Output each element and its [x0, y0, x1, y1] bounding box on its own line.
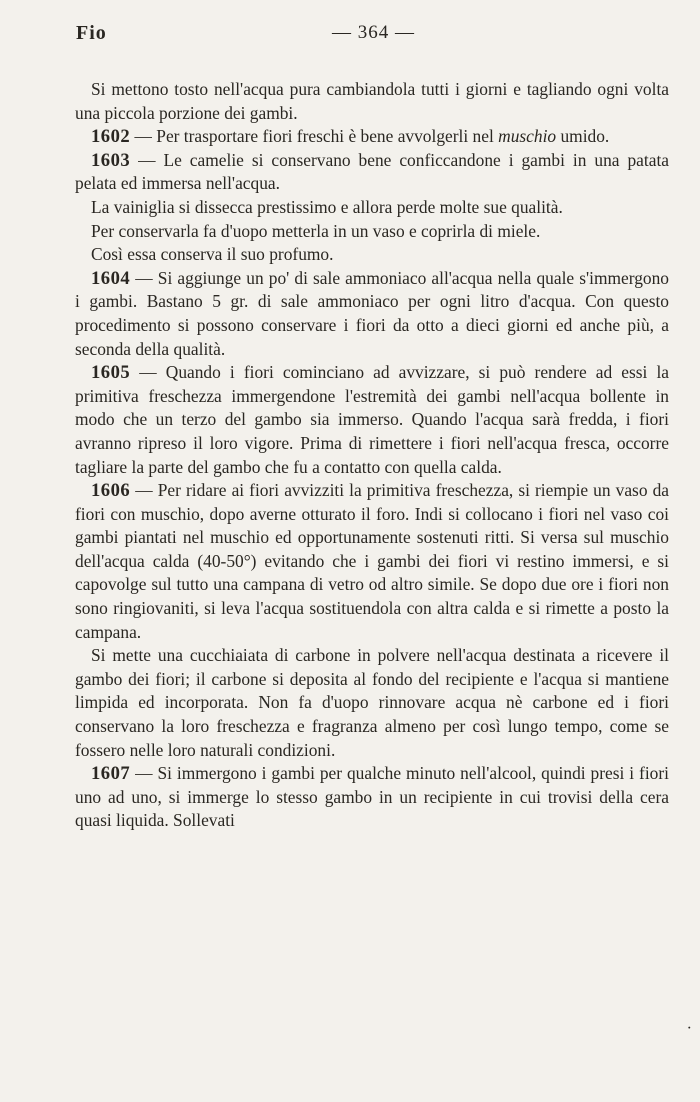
numbered-paragraph-1607: 1607 — Si immergono i gambi per qualche minuto nell'alcool, quindi presi i fiori uno ad uno, si immerge lo stesso gambo in un recipiente in cui trovisi della cera quasi liquida. Sollevati [75, 763, 669, 831]
paragraph: Si mettono tosto nell'acqua pura cambiandola tutti i giorni e tagliando ogni volta una piccola porzione dei gambi. [75, 79, 669, 123]
numbered-paragraph-1606: 1606 — Per ridare ai fiori avvizziti la primitiva freschezza, si riempie un vaso da fiori con muschio, dopo averne otturato il foro. Indi si collocano i fiori nel vaso coi gambi piantati nel muschio ed opportunamente sostenuti ritti. Si versa sul muschio dell'acqua calda (40-50°) evitando che i gambi dei fiori vi restino immersi, e si capovolge sul tutto una campana di vetro od altro simile. Se dopo due ore i fiori non sono ringiovaniti, si leva l'acqua sostituendola con altra calda e si rimette a posto la campana. [75, 480, 669, 642]
running-head: Fio [76, 22, 107, 44]
paragraph: La vainiglia si dissecca prestissimo e allora perde molte sue qualità. [91, 196, 563, 217]
margin-mark: · [686, 1020, 692, 1037]
paragraph: Per conservarla fa d'uopo metterla in un vaso e coprirla di miele. [91, 220, 541, 241]
numbered-paragraph-1605: 1605 — Quando i fiori cominciano ad avvizzare, si può rendere ad essi la primitiva freschezza immergendone l'estremità dei gambi nell'acqua bollente in modo che un terzo del gambo sia immerso. Quando l'acqua sarà fredda, i fiori avranno ripreso il loro vigore. Prima di rimettere i fiori nell'acqua fresca, occorre tagliare la parte del gambo che fu a contatto con quella calda. [75, 362, 669, 477]
entry-number: 1606 [91, 480, 131, 502]
entry-number: 1602 [91, 126, 131, 148]
page-number: — 364 — [332, 22, 415, 43]
numbered-paragraph-1602: 1602 — Per trasportare fiori freschi è bene avvolgerli nel muschio umido. [91, 126, 610, 148]
entry-number: 1603 [91, 149, 131, 171]
paragraph: Così essa conserva il suo profumo. [91, 244, 334, 265]
numbered-paragraph-1603: 1603 — Le camelie si conservano bene conficcandone i gambi in una patata pelata ed immersa nell'acqua. [75, 149, 669, 194]
body-text [75, 78, 669, 833]
italic-term: muschio [498, 126, 557, 147]
numbered-paragraph-1604: 1604 — Si aggiunge un po' di sale ammoniaco all'acqua nella quale s'immergono i gambi. Bastano 5 gr. di sale ammoniaco per ogni litro d'acqua. Con questo procedimento si possono conservare i fiori da otto a dieci giorni ed anche più, a seconda della qualità. [75, 267, 669, 359]
entry-number: 1607 [91, 763, 131, 785]
entry-number: 1604 [91, 267, 131, 289]
entry-number: 1605 [91, 362, 131, 384]
paragraph: Si mette una cucchiaiata di carbone in polvere nell'acqua destinata a ricevere il gambo dei fiori; il carbone si deposita al fondo del recipiente e l'acqua si mantiene limpida ed incorporata. Non fa d'uopo rinnovare acqua nè carbone ed i fiori conservano la loro freschezza e fragranza almeno per così lungo tempo, come se fossero nelle loro naturali condizioni. [75, 645, 669, 760]
page-header [76, 22, 680, 50]
